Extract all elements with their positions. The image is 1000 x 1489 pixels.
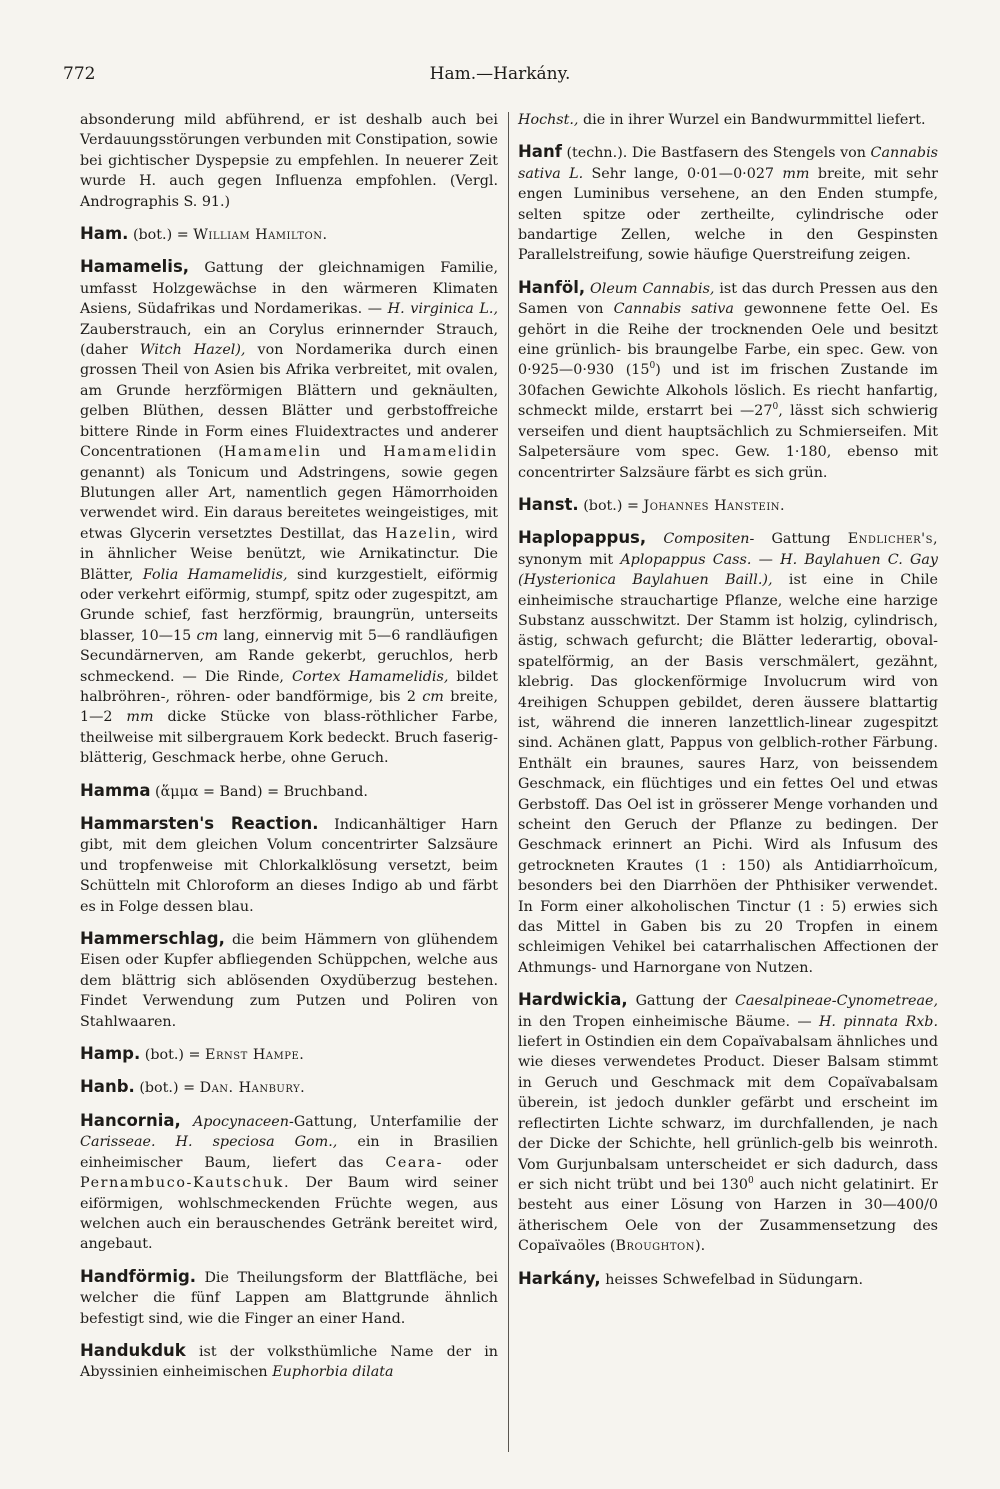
italic-term: Folia Hamamelidis, xyxy=(142,566,288,583)
italic-term: Cannabis sativa L. xyxy=(518,145,938,182)
spaced-term: Ceara- xyxy=(385,1154,444,1171)
entry-handfoermig xyxy=(80,1267,498,1329)
italic-term: Witch Hazel), xyxy=(139,342,246,359)
entry-text: Gattung der xyxy=(635,993,728,1010)
entry-hammarsten xyxy=(80,814,498,917)
italic-term: Compositen xyxy=(663,531,750,548)
entry-hanst xyxy=(518,495,938,516)
entry-hammerschlag xyxy=(80,929,498,1032)
headword: Hamamelis, xyxy=(80,257,190,277)
column-rule xyxy=(508,112,509,1452)
unit: mm xyxy=(782,165,810,182)
entry-text: gewonnene fette Oel. Es gehört in die Reihe der trocknenden Oele und besitzt eine grünlich- bis braungelbe Farbe, ein spec. Gew. von 0·925—0·930 (15 xyxy=(518,301,938,379)
page-number: 772 xyxy=(63,64,96,84)
entry-text: ist der volksthümliche Name der in Abyssinien einheimischen xyxy=(80,1343,499,1381)
unit: cm xyxy=(422,688,444,705)
right-column xyxy=(518,110,938,1302)
entry-text: Gattung, Unterfamilie der xyxy=(293,1113,499,1130)
percent-sign: 0/0 xyxy=(914,1197,938,1214)
entry-text: von Nordamerika durch einen grossen Theil von Asien bis Afrika verbreitet, mit ovalen, am Grunde herzförmigen Blättern und geknäulten, gelben Blüthen, dessen Blätter und gerbstoffreiche bittere Rinde in Form eines Fluidextractes und anderer Concentrationen ( xyxy=(80,342,499,461)
cross-reference: Endlicher's, xyxy=(847,531,939,548)
italic-term: Hochst., xyxy=(518,112,579,128)
entry-text: (bot.) = xyxy=(144,1047,206,1064)
entry-text: - Gattung xyxy=(749,531,831,548)
headword: Harkány, xyxy=(518,1268,601,1288)
entry-text: Die Theilungsform der Blattfläche, bei welcher die fünf Lappen am Blattgrunde ähnlich befestigt sind, wie die Finger an einer Hand. xyxy=(80,1269,498,1327)
spaced-term: Hamamelidin xyxy=(383,444,498,461)
entry-text: ) und ist im frischen Zustande im 30fachen Gewichte Alkohols löslich. Es riecht hanfartig, schmeckt milde, erstarrt bei —27 xyxy=(518,362,938,420)
headword: Hamma xyxy=(80,780,151,800)
cross-reference: William Hamilton. xyxy=(193,227,328,244)
entry-haplopappus xyxy=(518,528,938,978)
entry-text: heisses Schwefelbad in Südungarn. xyxy=(605,1271,864,1288)
entry-hamamelis xyxy=(80,257,498,768)
cross-reference: Ernst Hampe. xyxy=(205,1047,305,1064)
degree-mark: 0 xyxy=(649,361,656,372)
entry-text: , lässt sich schwierig verseifen und dient hauptsächlich zu Schmierseifen. Mit Salpetersäure vom spec. Gew. 1·180, ebenso mit concentrirter Salzsäure färbt es sich grün. xyxy=(518,403,938,481)
entry-text: sind kurzgestielt, eiförmig oder verkehrt eiförmig, stumpf, spitz oder zugespitzt, am Grunde schief, fast herzförmig, braungrün, unterseits blasser, 10—15 xyxy=(80,566,499,644)
entry-text: wird in ähnlicher Weise benützt, wie Arnikatinctur. Die Blätter, xyxy=(80,525,498,583)
headword: Hanb. xyxy=(80,1077,135,1097)
degree-mark: 0 xyxy=(747,1176,754,1187)
entry-text: ist eine in Chile einheimische strauchartige Pflanze, welche eine harzige Substanz ausschwitzt. Der Stamm ist holzig, cylindrisch, ästig, schwach gefurcht; die Blätter lederartig, oboval-spatelförmig, an der Basis verschmälert, gezähnt, klebrig. Das glockenförmige Involucrum wird von 4reihigen Schuppen gebildet, deren äussere blattartig ist, während die inneren lanzettlich-linear zugespitzt sind. Achänen glatt, Pappus von gelblich-rother Färbung. Enthält ein braunes, saures Harz, von beissendem Geschmack, ein flüchtiges und ein fettes Oel und etwas Gerbstoff. Das Oel ist in grösserer Menge vorhanden und scheint den Geruch der Pflanze zu bedingen. Der Geschmack erinnert an Pichi. Wird als Infusum des getrockneten Krautes (1 : 150) als Antidiarrhoïcum, besonders bei den Diarrhöen der Phthisiker verwendet. In Form einer alkoholischen Tinctur (1 : 5) erwies sich das Mittel in Gaben bis zu 20 Tropfen in einem schleimigen Vehikel bei catarrhalischen Affectionen der Athmungs- und Harnorgane von Nutzen. xyxy=(518,572,938,976)
entry-text: ein in Brasilien einheimischer Baum, liefert das xyxy=(80,1134,498,1171)
entry-hamp xyxy=(80,1044,498,1065)
entry-hanf xyxy=(518,142,938,265)
italic-term: Cannabis sativa xyxy=(613,301,734,318)
headword: Hardwickia, xyxy=(518,990,628,1010)
entry-continuation xyxy=(518,110,938,130)
left-column xyxy=(80,110,498,1395)
headword: Handförmig. xyxy=(80,1266,197,1286)
entry-text: Indicanhältiger Harn gibt, mit dem gleichen Volum concentrirter Salzsäure und tropfenweise mit Chlorkalklösung versetzt, beim Schütteln mit Chloroform an dieses Indigo ab und färbt es in Folge dessen blau. xyxy=(80,817,498,915)
italic-term: H. Baylahuen C. Gay (Hysterionica Baylahuen Baill.), xyxy=(518,551,938,589)
degree-mark: 0 xyxy=(772,402,779,413)
entry-text: (bot.) = xyxy=(139,1080,200,1097)
entry-continuation xyxy=(80,110,498,212)
headword: Hanst. xyxy=(518,494,579,514)
entry-text: Sehr lange, 0·01—0·027 xyxy=(591,165,775,182)
entry-text: ätherischem Oele von der Zusammensetzung des Copaïvaöles ( xyxy=(518,1217,938,1255)
entry-text: (ἅμμα = Band) = Bruchband. xyxy=(155,783,368,800)
entry-text: Gattung der gleichnamigen Familie, umfasst Holzgewächse in den wärmeren Klimaten Asiens, Südafrikas und Nordamerikas. — xyxy=(80,260,499,318)
headword: Hanföl, xyxy=(518,277,586,297)
headword: Hanf xyxy=(518,142,562,162)
entry-handukduk xyxy=(80,1341,498,1383)
cross-reference: Dan. Hanbury. xyxy=(199,1080,306,1097)
entry-hanb xyxy=(80,1077,498,1098)
italic-term: Caesalpineae-Cynometreae, xyxy=(735,993,938,1010)
spaced-term: Pernambuco-Kautschuk. xyxy=(80,1175,291,1192)
entry-text: — xyxy=(758,551,773,568)
italic-term: Aplopappus Cass. xyxy=(620,551,752,568)
entry-text: synonym mit xyxy=(518,551,614,568)
entry-harkany xyxy=(518,1269,938,1290)
entry-text: dicke Stücke von blass-röthlicher Farbe, theilweise mit silbergrauem Kork bedeckt. Bruch faserig-blätterig, Geschmack herbe, ohne Geruch. xyxy=(80,709,499,767)
unit: mm xyxy=(126,709,154,726)
entry-text: Der Baum wird seiner eiförmigen, wohlschmeckenden Früchte wegen, aus welchen auch ein berauschendes Getränk bereitet wird, angebaut. xyxy=(80,1175,498,1253)
unit: cm xyxy=(196,627,219,644)
headword: Hammarsten's Reaction. xyxy=(80,814,319,833)
spaced-term: Hazelin, xyxy=(385,525,458,542)
cross-reference: Johannes Hanstein. xyxy=(643,497,786,514)
entry-text: (bot.) = xyxy=(132,227,194,244)
entry-text: ist das durch Pressen aus den Samen von xyxy=(518,280,938,318)
entry-hardwickia xyxy=(518,990,938,1256)
italic-term: Carisseae. H. speciosa Gom., xyxy=(80,1134,338,1151)
entry-hancornia xyxy=(80,1111,498,1255)
italic-term: Oleum Cannabis, xyxy=(590,280,715,297)
entry-text: absonderung mild abführend, er ist deshalb auch bei Verdauungsstörungen verbunden mit Constipation, sowie bei gichtischer Dyspepsie zu empfehlen. In neuerer Zeit wurde H. auch gegen Influenza empfohlen. (Vergl. Andrographis S. 91.) xyxy=(80,112,498,210)
headword: Hamp. xyxy=(80,1044,141,1064)
entry-text: auch nicht gelatinirt. Er besteht aus einer Lösung von Harzen in 30—40 xyxy=(518,1176,938,1214)
entry-text: oder xyxy=(443,1154,498,1171)
italic-term: H. pinnata Rxb. xyxy=(818,1013,939,1030)
entry-text: breite, 1—2 xyxy=(80,688,498,726)
entry-text: lang, einnervig mit 5—6 randläufigen Secundärnerven, am Rande gekerbt, geruchlos, herb schmeckend. — Die Rinde, xyxy=(80,627,499,685)
headword: Hammerschlag, xyxy=(80,929,225,949)
entry-text: breite, mit sehr engen Luminibus versehene, an den Enden stumpfe, selten spitze oder zertheilte, cylindrische oder bandartige Zellen, welche in den Gespinsten Parallelstreifung, sowie häufige Querstreifung zeigen. xyxy=(518,165,938,264)
headword: Ham. xyxy=(80,224,129,244)
headword: Handukduk xyxy=(80,1340,186,1360)
entry-text: (bot.) = xyxy=(583,497,644,514)
cross-reference: Broughton xyxy=(615,1238,695,1255)
entry-hamma xyxy=(80,781,498,802)
headword: Hancornia, xyxy=(80,1110,181,1130)
entry-text: und xyxy=(321,444,384,461)
entry-text: die in ihrer Wurzel ein Bandwurmmittel liefert. xyxy=(583,112,926,128)
entry-text: in den Tropen einheimische Bäume. — xyxy=(518,1013,812,1030)
spaced-term: Hamamelin xyxy=(223,444,322,461)
headword: Haplopappus, xyxy=(518,528,647,548)
italic-term: H. virginica L., xyxy=(387,301,498,318)
entry-ham xyxy=(80,224,498,245)
entry-text: Zauberstrauch, ein an Corylus erinnernder Strauch, (daher xyxy=(80,321,498,359)
entry-text: genannt) als Tonicum und Adstringens, sowie gegen Blutungen aller Art, namentlich gegen Hämorrhoiden verwendet wird. Ein daraus bereitetes weingeistiges, mit etwas Glycerin versetztes Destillat, das xyxy=(80,464,498,542)
italic-term: Cortex Hamamelidis, xyxy=(291,668,449,685)
running-head: Ham.—Harkány. xyxy=(429,64,571,84)
entry-text: bildet halbröhren-, röhren- oder bandförmige, bis 2 xyxy=(80,668,499,705)
italic-term: Apocynaceen- xyxy=(192,1113,294,1130)
entry-hanfoel xyxy=(518,278,938,483)
italic-term: Euphorbia dilata xyxy=(272,1364,394,1381)
entry-text: liefert in Ostindien ein dem Copaïvabalsam ähnliches und wie dieses verwendetes Product. Dieser Balsam stimmt in Geruch und Geschmack mit dem Copaïvabalsam überein, ist jedoch dunkler gefärbt und erscheint im reflectirten Lichte schwarz, im durchfallenden, je nach der Dicke der Schichte, hell grünlich-gelb bis weinroth. Vom Gurjunbalsam unterscheidet er sich dadurch, dass er sich nicht trübt und bei 130 xyxy=(518,1034,938,1193)
entry-text: (techn.). Die Bastfasern des Stengels von xyxy=(566,145,866,162)
entry-text: ). xyxy=(695,1238,706,1255)
entry-text: die beim Hämmern von glühendem Eisen oder Kupfer abfliegenden Schüppchen, welche aus dem blättrig sich ablösenden Oxydüberzug bestehen. Findet Verwendung zum Putzen und Poliren von Stahlwaaren. xyxy=(80,932,499,1030)
